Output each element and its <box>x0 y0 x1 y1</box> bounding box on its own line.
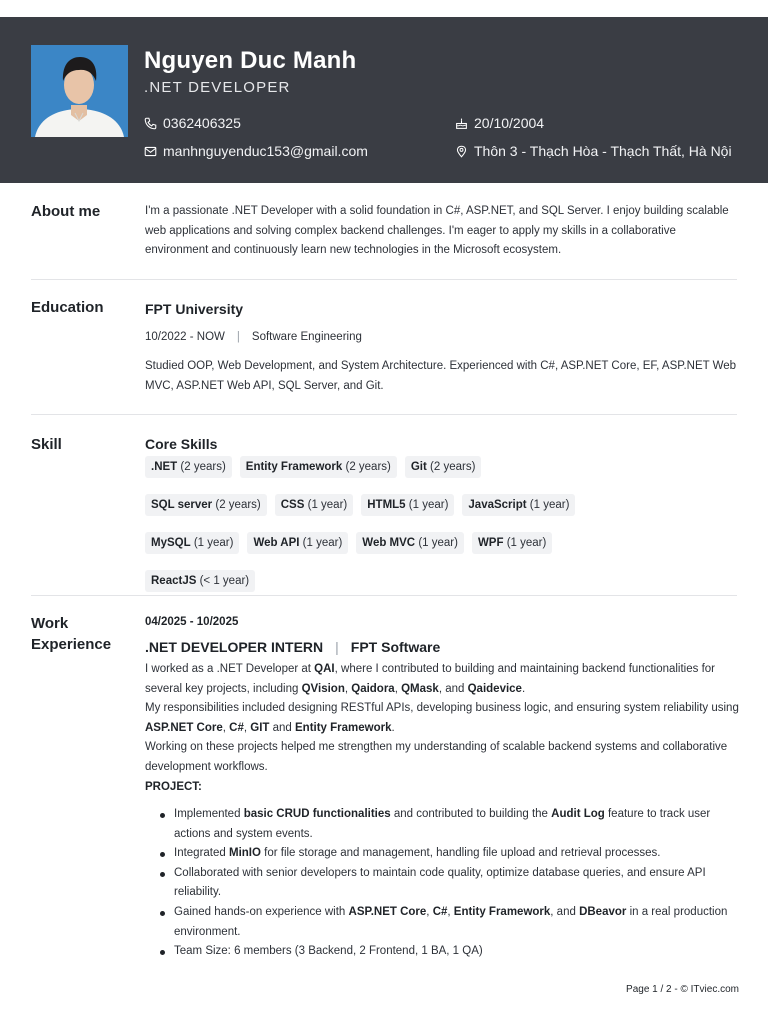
work-period: 04/2025 - 10/2025 <box>145 616 239 628</box>
cv-header <box>0 17 768 183</box>
candidate-role: .NET DEVELOPER <box>144 79 291 96</box>
skill-level: (2 years) <box>215 499 261 511</box>
job-position: .NET DEVELOPER INTERN <box>145 639 324 655</box>
dob-value: 20/10/2004 <box>474 115 545 131</box>
divider <box>31 414 737 415</box>
project-label: PROJECT: <box>145 780 202 793</box>
meta-separator: | <box>236 331 240 343</box>
profile-photo <box>31 45 128 137</box>
skill-level: (< 1 year) <box>199 575 250 587</box>
skill-level: (1 year) <box>506 537 547 549</box>
contact-phone <box>144 115 241 131</box>
skill-list <box>145 456 745 592</box>
project-bullet-list <box>145 805 740 962</box>
work-paragraph-3: Working on these projects helped me strengthen my understanding of scalable backend systems and collaborative development workflows. <box>145 741 728 773</box>
skill-chip <box>145 494 267 516</box>
list-item: Integrated MinIO for file storage and management, handling file upload and retrieval processes. <box>145 844 740 864</box>
contact-address <box>455 143 732 159</box>
education-description: Studied OOP, Web Development, and System Architecture. Experienced with C#, ASP.NET Core, EF, ASP.NET Web MVC, ASP.NET Web API, SQL Server, and Git. <box>145 360 737 392</box>
divider <box>31 279 737 280</box>
skill-chip <box>145 456 232 478</box>
job-title <box>145 639 440 655</box>
skill-name: WPF <box>477 537 504 549</box>
skill-chip <box>462 494 575 516</box>
list-item: Collaborated with senior developers to maintain code quality, optimize database queries, and ensure API reliability. <box>145 864 740 903</box>
skill-name: MySQL <box>151 537 191 549</box>
school-name: FPT University <box>145 301 244 317</box>
job-company: FPT Software <box>350 639 441 655</box>
contact-email <box>144 143 368 159</box>
skill-level: (1 year) <box>193 537 234 549</box>
skill-chip <box>356 532 464 554</box>
skill-name: .NET <box>151 461 178 473</box>
work-title-line2: Experience <box>31 636 112 653</box>
email-value: manhnguyenduc153@gmail.com <box>163 143 368 159</box>
list-item: Gained hands-on experience with ASP.NET Core, C#, Entity Framework, and DBeavor in a real production environment. <box>145 903 740 942</box>
divider <box>31 595 737 596</box>
skill-name: Web API <box>253 537 300 549</box>
about-text: I'm a passionate .NET Developer with a solid foundation in C#, ASP.NET, and SQL Server. I enjoy building scalable web applications and solving complex backend challenges. I'm eager to apply my skills in a collaborative environment and continuously learn new technologies in the Microsoft ecosystem. <box>145 205 729 257</box>
job-separator: | <box>335 639 339 655</box>
education-meta <box>145 331 362 343</box>
work-title-line1: Work <box>31 615 69 632</box>
skill-name: HTML5 <box>367 499 406 511</box>
skill-name: ReactJS <box>151 575 197 587</box>
skill-level: (1 year) <box>529 499 570 511</box>
skill-chip <box>247 532 348 554</box>
skill-chip <box>275 494 353 516</box>
location-pin-icon <box>455 145 468 158</box>
skill-name: SQL server <box>151 499 213 511</box>
education-title: Education <box>31 299 104 316</box>
work-description <box>145 660 740 797</box>
skill-name: CSS <box>280 499 305 511</box>
skill-level: (2 years) <box>345 461 391 473</box>
cake-icon <box>455 117 468 130</box>
skill-name: Web MVC <box>362 537 416 549</box>
skill-level: (1 year) <box>307 499 348 511</box>
skill-level: (2 years) <box>430 461 476 473</box>
page-footer: Page 1 / 2 - © ITviec.com <box>626 984 739 995</box>
skill-title: Skill <box>31 436 62 453</box>
skill-chip <box>361 494 454 516</box>
education-period: 10/2022 - NOW <box>145 331 225 343</box>
skill-chip <box>405 456 482 478</box>
skill-chip <box>145 570 255 592</box>
work-paragraph-2: My responsibilities included designing RESTful APIs, developing business logic, and ensuring system reliability using ASP.NET Core, C#, GIT and Entity Framework. <box>145 702 739 734</box>
skill-name: JavaScript <box>468 499 527 511</box>
skill-level: (1 year) <box>418 537 458 549</box>
skill-level: (1 year) <box>302 537 343 549</box>
skill-level: (1 year) <box>408 499 449 511</box>
skill-group-title: Core Skills <box>145 436 218 452</box>
address-value: Thôn 3 - Thạch Hòa - Thạch Thất, Hà Nội <box>474 143 732 159</box>
candidate-name: Nguyen Duc Manh <box>144 47 357 74</box>
work-title <box>31 613 111 655</box>
phone-icon <box>144 117 157 130</box>
mail-icon <box>144 145 157 158</box>
skill-chip <box>240 456 397 478</box>
contact-birthday <box>455 115 544 131</box>
list-item: Team Size: 6 members (3 Backend, 2 Frontend, 1 BA, 1 QA) <box>145 942 740 962</box>
skill-name: Entity Framework <box>245 461 343 473</box>
work-paragraph-1: I worked as a .NET Developer at QAI, where I contributed to building and maintaining backend functionalities for several key projects, including QVision, Qaidora, QMask, and Qaidevice. <box>145 663 716 695</box>
education-major: Software Engineering <box>251 331 362 343</box>
skill-level: (2 years) <box>180 461 226 473</box>
skill-name: Git <box>410 461 427 473</box>
phone-value: 0362406325 <box>163 115 241 131</box>
list-item: Implemented basic CRUD functionalities and contributed to building the Audit Log feature to track user actions and system events. <box>145 805 740 844</box>
about-title: About me <box>31 203 101 220</box>
skill-chip <box>472 532 552 554</box>
skill-chip <box>145 532 239 554</box>
